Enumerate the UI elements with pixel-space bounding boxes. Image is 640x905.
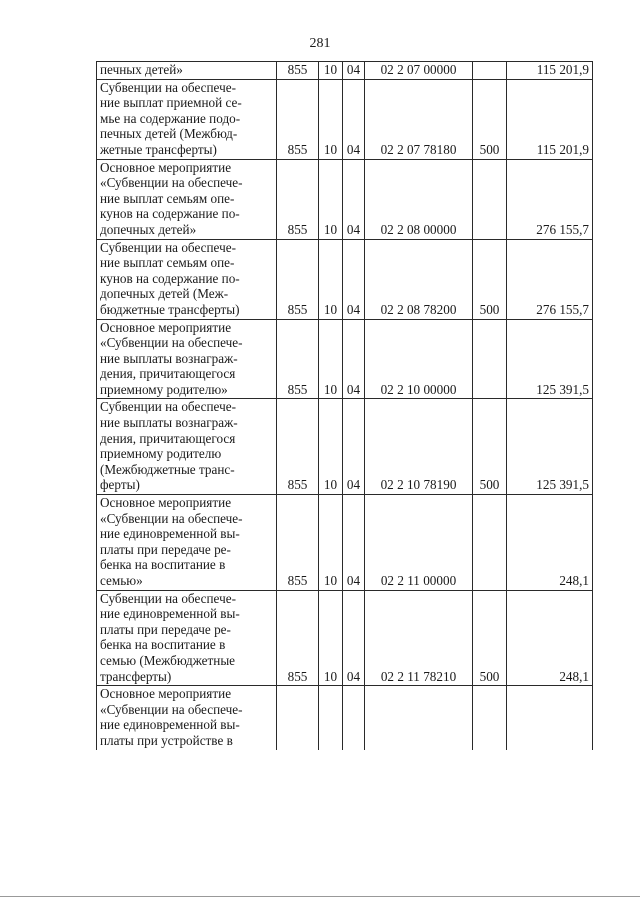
cell-section: 10 — [319, 590, 343, 686]
cell-admin-code: 855 — [277, 62, 319, 80]
cell-subsection: 04 — [343, 239, 365, 319]
cell-target-article: 02 2 10 78190 — [365, 399, 473, 495]
cell-section: 10 — [319, 79, 343, 159]
cell-admin-code: 855 — [277, 319, 319, 399]
budget-table — [96, 61, 593, 750]
cell-subsection: 04 — [343, 159, 365, 239]
cell-subsection: 04 — [343, 62, 365, 80]
cell-target-article: 02 2 08 00000 — [365, 159, 473, 239]
table-row — [97, 319, 593, 399]
cell-amount: 125 391,5 — [507, 319, 593, 399]
cell-subsection: 04 — [343, 79, 365, 159]
cell-admin-code: 855 — [277, 495, 319, 591]
cell-amount: 125 391,5 — [507, 399, 593, 495]
cell-target-article: 02 2 08 78200 — [365, 239, 473, 319]
cell-section: 10 — [319, 319, 343, 399]
cell-target-article — [365, 686, 473, 750]
table-row — [97, 686, 593, 750]
cell-section: 10 — [319, 239, 343, 319]
cell-expense-type — [473, 686, 507, 750]
cell-expense-type: 500 — [473, 399, 507, 495]
cell-expense-type: 500 — [473, 79, 507, 159]
cell-admin-code: 855 — [277, 79, 319, 159]
cell-subsection: 04 — [343, 495, 365, 591]
cell-name: Основное мероприятие «Субвенции на обеспече- ние выплаты вознаграж- дения, причитающегося приемному родителю» — [97, 319, 277, 399]
cell-amount: 248,1 — [507, 495, 593, 591]
table-row — [97, 239, 593, 319]
cell-section: 10 — [319, 495, 343, 591]
cell-section: 10 — [319, 399, 343, 495]
cell-name: Субвенции на обеспече- ние единовременной вы- платы при передаче ре- бенка на воспитание в семью (Межбюджетные трансферты) — [97, 590, 277, 686]
table-row — [97, 399, 593, 495]
table-row — [97, 590, 593, 686]
cell-subsection: 04 — [343, 319, 365, 399]
cell-expense-type — [473, 159, 507, 239]
page-number: 281 — [309, 36, 331, 51]
table-row — [97, 79, 593, 159]
cell-expense-type — [473, 319, 507, 399]
cell-expense-type — [473, 495, 507, 591]
page-bottom-rule — [0, 896, 640, 897]
cell-amount: 276 155,7 — [507, 159, 593, 239]
table-row — [97, 159, 593, 239]
cell-name: Субвенции на обеспече- ние выплат приемной се- мье на содержание подо- печных детей (Межбюд- жетные трансферты) — [97, 79, 277, 159]
cell-name: Основное мероприятие «Субвенции на обеспече- ние выплат семьям опе- кунов на содержание по- допечных детей» — [97, 159, 277, 239]
cell-amount — [507, 686, 593, 750]
cell-amount: 115 201,9 — [507, 79, 593, 159]
cell-target-article: 02 2 11 78210 — [365, 590, 473, 686]
cell-section: 10 — [319, 159, 343, 239]
cell-target-article: 02 2 11 00000 — [365, 495, 473, 591]
cell-target-article: 02 2 07 78180 — [365, 79, 473, 159]
cell-target-article: 02 2 07 00000 — [365, 62, 473, 80]
cell-name: Субвенции на обеспече- ние выплат семьям опе- кунов на содержание по- допечных детей (Меж- бюджетные трансферты) — [97, 239, 277, 319]
table-row — [97, 495, 593, 591]
cell-admin-code: 855 — [277, 399, 319, 495]
cell-amount: 248,1 — [507, 590, 593, 686]
cell-subsection: 04 — [343, 399, 365, 495]
cell-section: 10 — [319, 62, 343, 80]
cell-admin-code: 855 — [277, 590, 319, 686]
cell-subsection — [343, 686, 365, 750]
cell-expense-type: 500 — [473, 590, 507, 686]
table-row — [97, 62, 593, 80]
cell-target-article: 02 2 10 00000 — [365, 319, 473, 399]
cell-amount: 276 155,7 — [507, 239, 593, 319]
cell-admin-code: 855 — [277, 239, 319, 319]
cell-name: Основное мероприятие «Субвенции на обеспече- ние единовременной вы- платы при передаче ре- бенка на воспитание в семью» — [97, 495, 277, 591]
cell-admin-code: 855 — [277, 159, 319, 239]
cell-name: Субвенции на обеспече- ние выплаты вознаграж- дения, причитающегося приемному родителю (Межбюджетные транс- ферты) — [97, 399, 277, 495]
cell-section — [319, 686, 343, 750]
cell-expense-type — [473, 62, 507, 80]
cell-name: печных детей» — [97, 62, 277, 80]
cell-expense-type: 500 — [473, 239, 507, 319]
cell-subsection: 04 — [343, 590, 365, 686]
cell-name: Основное мероприятие «Субвенции на обеспече- ние единовременной вы- платы при устройстве в — [97, 686, 277, 750]
cell-admin-code — [277, 686, 319, 750]
cell-amount: 115 201,9 — [507, 62, 593, 80]
